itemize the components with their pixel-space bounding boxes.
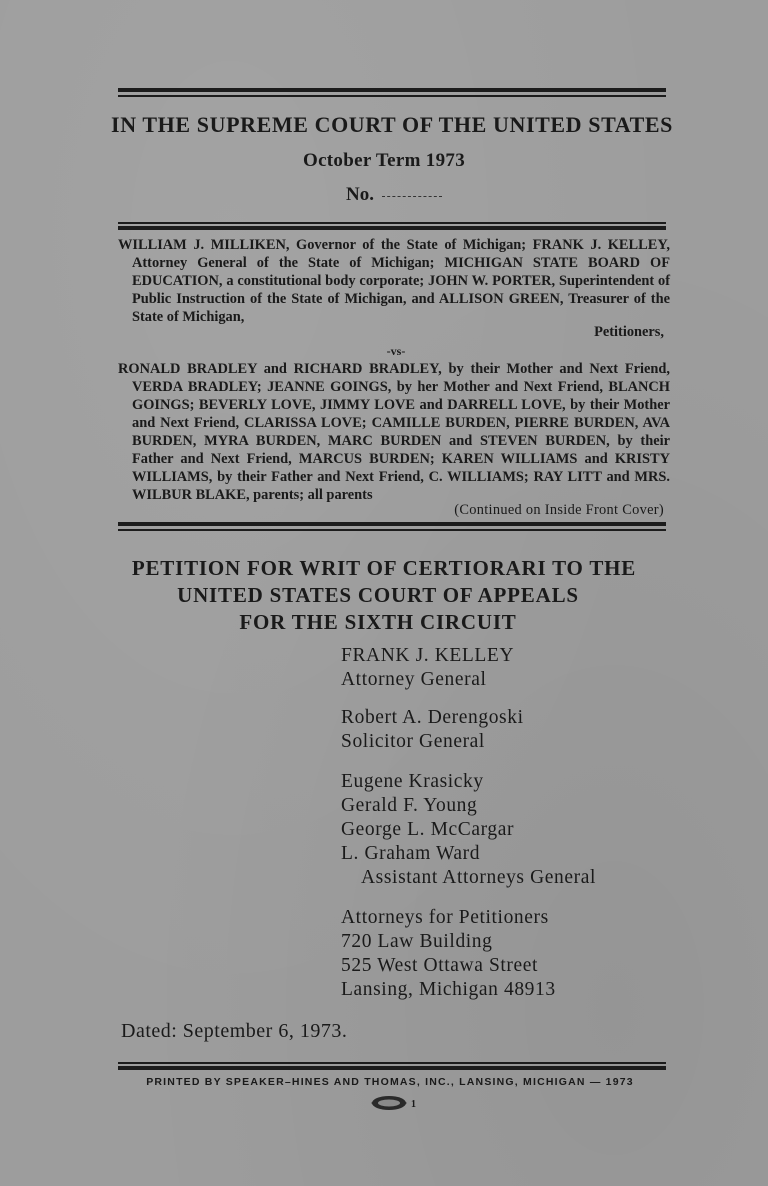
petition-title-line3: FOR THE SIXTH CIRCUIT xyxy=(239,610,517,634)
counsel-role: Attorneys for Petitioners xyxy=(341,907,549,928)
petitioners-party: WILLIAM J. MILLIKEN, Governor of the State of Michigan; FRANK J. KELLEY, Attorney General of the State of Michigan; MICHIGAN STATE BOARD OF EDUCATION, a constitutional body corporate; JOHN W. PORTER, Superintendent of Public Instruction of the State of Michigan, and ALLISON GREEN, Treasurer of the State of Michigan, xyxy=(118,237,670,325)
address-line: 720 Law Building xyxy=(341,931,493,952)
attorney-general-name: FRANK J. KELLEY xyxy=(341,645,515,666)
attorney-general-block xyxy=(341,644,514,692)
caption-rule-thick xyxy=(118,226,666,230)
assistant-name: L. Graham Ward xyxy=(341,843,481,864)
term: October Term 1973 xyxy=(302,150,465,171)
court-title: IN THE SUPREME COURT OF THE UNITED STATES xyxy=(111,112,673,137)
date-line: Dated: September 6, 1973. xyxy=(121,1020,348,1042)
assistant-name: Gerald F. Young xyxy=(341,795,478,816)
petition-title-line1: PETITION FOR WRIT OF CERTIORARI TO THE xyxy=(131,556,637,580)
bottom-rule-thin xyxy=(118,1062,666,1064)
address-line: Lansing, Michigan 48913 xyxy=(341,979,556,1000)
continued-note: (Continued on Inside Front Cover) xyxy=(454,502,664,518)
respondents-party: RONALD BRADLEY and RICHARD BRADLEY, by their Mother and Next Friend, VERDA BRADLEY; JEANNE GOINGS, by her Mother and Next Friend, BLANCH GOINGS; BEVERLY LOVE, JIMMY LOVE and DARRELL LOVE, by their Mother and Next Friend, CLARISSA LOVE; CAMILLE BURDEN, PIERRE BURDEN, AVA BURDEN, MYRA BURDEN, MARC BURDEN and STEVEN BURDEN, by their Father and Next Friend, MARCUS BURDEN; KAREN WILLIAMS and KRISTY WILLIAMS, by their Father and Next Friend, C. WILLIAMS; RAY LITT and MRS. WILBUR BLAKE, parents; all parents xyxy=(118,361,670,503)
top-rule-thick xyxy=(118,88,666,92)
assistant-name: George L. McCargar xyxy=(341,819,515,840)
counsel-address-block xyxy=(341,906,556,1002)
union-label-icon xyxy=(367,1093,423,1113)
mid-rule-thick xyxy=(118,522,666,526)
attorney-general-title: Attorney General xyxy=(341,669,487,690)
address-line: 525 West Ottawa Street xyxy=(341,955,539,976)
top-rule-thin xyxy=(118,95,666,97)
bottom-rule-thick xyxy=(118,1066,666,1070)
mid-rule-thin xyxy=(118,529,666,531)
docket-label: No. xyxy=(346,184,374,205)
petitioners-label: Petitioners, xyxy=(594,324,664,340)
versus: -vs- xyxy=(386,344,406,358)
solicitor-general-title: Solicitor General xyxy=(341,731,485,752)
docket-number xyxy=(346,184,442,206)
union-bug-number: 1 xyxy=(411,1099,416,1110)
docket-blank xyxy=(382,196,442,197)
assistant-attorneys-block xyxy=(341,770,596,890)
solicitor-general-name: Robert A. Derengoski xyxy=(341,707,524,728)
caption-rule-thin xyxy=(118,222,666,224)
solicitor-general-block xyxy=(341,706,524,754)
assistant-name: Eugene Krasicky xyxy=(341,771,484,792)
assistants-title: Assistant Attorneys General xyxy=(361,867,596,888)
printer-line: PRINTED BY SPEAKER–HINES AND THOMAS, INC., LANSING, MICHIGAN — 1973 xyxy=(146,1076,634,1088)
petition-title-line2: UNITED STATES COURT OF APPEALS xyxy=(177,583,579,607)
